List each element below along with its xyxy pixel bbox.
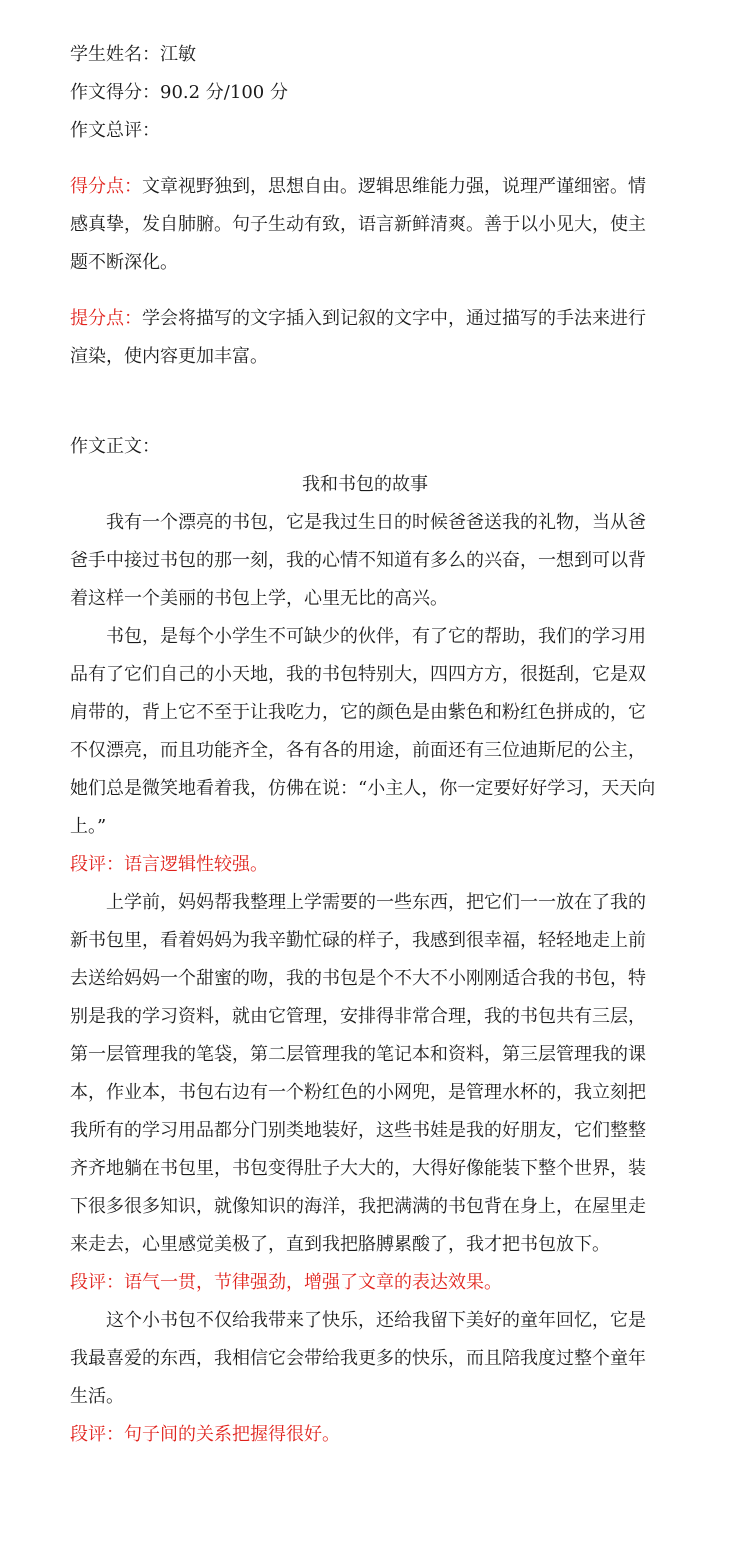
paragraph-comment-1: 段评：语言逻辑性较强。 [70, 854, 268, 875]
essay-body-heading: 作文正文： [70, 436, 160, 457]
strengths-block [70, 168, 660, 282]
score-value: 90.2 分/100 分 [160, 82, 288, 103]
essay-paragraph-1: 我有一个漂亮的书包，它是我过生日的时候爸爸送我的礼物，当从爸爸手中接过书包的那一刻，我的心情不知道有多么的兴奋，一想到可以背着这样一个美丽的书包上学，心里无比的高兴。 [70, 512, 646, 609]
improve-text: 学会将描写的文字插入到记叙的文字中，通过描写的手法来进行渲染，使内容更加丰富。 [70, 308, 646, 367]
essay-paragraph-4: 这个小书包不仅给我带来了快乐，还给我留下美好的童年回忆，它是我最喜爱的东西，我相信它会带给我更多的快乐，而且陪我度过整个童年生活。 [70, 1310, 646, 1407]
paragraph-comment-3: 段评：句子间的关系把握得很好。 [70, 1424, 340, 1445]
essay-title: 我和书包的故事 [302, 474, 428, 495]
essay-paragraph-2: 书包，是每个小学生不可缺少的伙伴，有了它的帮助，我们的学习用品有了它们自己的小天地，我的书包特别大，四四方方，很挺刮，它是双肩带的，背上它不至于让我吃力，它的颜色是由紫色和粉红色拼成的，它不仅漂亮，而且功能齐全，各有各的用途，前面还有三位迪斯尼的公主，她们总是微笑地看着我，仿佛在说：“小主人，你一定要好好学习，天天向上。” [70, 626, 656, 837]
improve-block [70, 300, 660, 376]
student-name-label: 学生姓名： [70, 44, 160, 65]
strengths-label: 得分点： [70, 176, 142, 197]
student-name-row [70, 36, 660, 74]
score-row [70, 74, 660, 112]
paragraph-comment-2: 段评：语气一贯，节律强劲，增强了文章的表达效果。 [70, 1272, 502, 1293]
score-label: 作文得分： [70, 82, 160, 103]
review-heading: 作文总评： [70, 120, 160, 141]
improve-label: 提分点： [70, 308, 142, 329]
essay-paragraph-3: 上学前，妈妈帮我整理上学需要的一些东西，把它们一一放在了我的新书包里，看着妈妈为我辛勤忙碌的样子，我感到很幸福，轻轻地走上前去送给妈妈一个甜蜜的吻，我的书包是个不大不小刚刚适合我的书包，特别是我的学习资料，就由它管理，安排得非常合理，我的书包共有三层，第一层管理我的笔袋，第二层管理我的笔记本和资料，第三层管理我的课本，作业本，书包右边有一个粉红色的小网兜，是管理水杯的，我立刻把我所有的学习用品都分门别类地装好，这些书娃是我的好朋友，它们整整齐齐地躺在书包里，书包变得肚子大大的，大得好像能装下整个世界，装下很多很多知识，就像知识的海洋，我把满满的书包背在身上，在屋里走来走去，心里感觉美极了，直到我把胳膊累酸了，我才把书包放下。 [70, 892, 646, 1255]
student-name-value: 江敏 [160, 44, 196, 65]
strengths-text: 文章视野独到，思想自由。逻辑思维能力强，说理严谨细密。情感真挚，发自肺腑。句子生动有致，语言新鲜清爽。善于以小见大，使主题不断深化。 [70, 176, 646, 273]
